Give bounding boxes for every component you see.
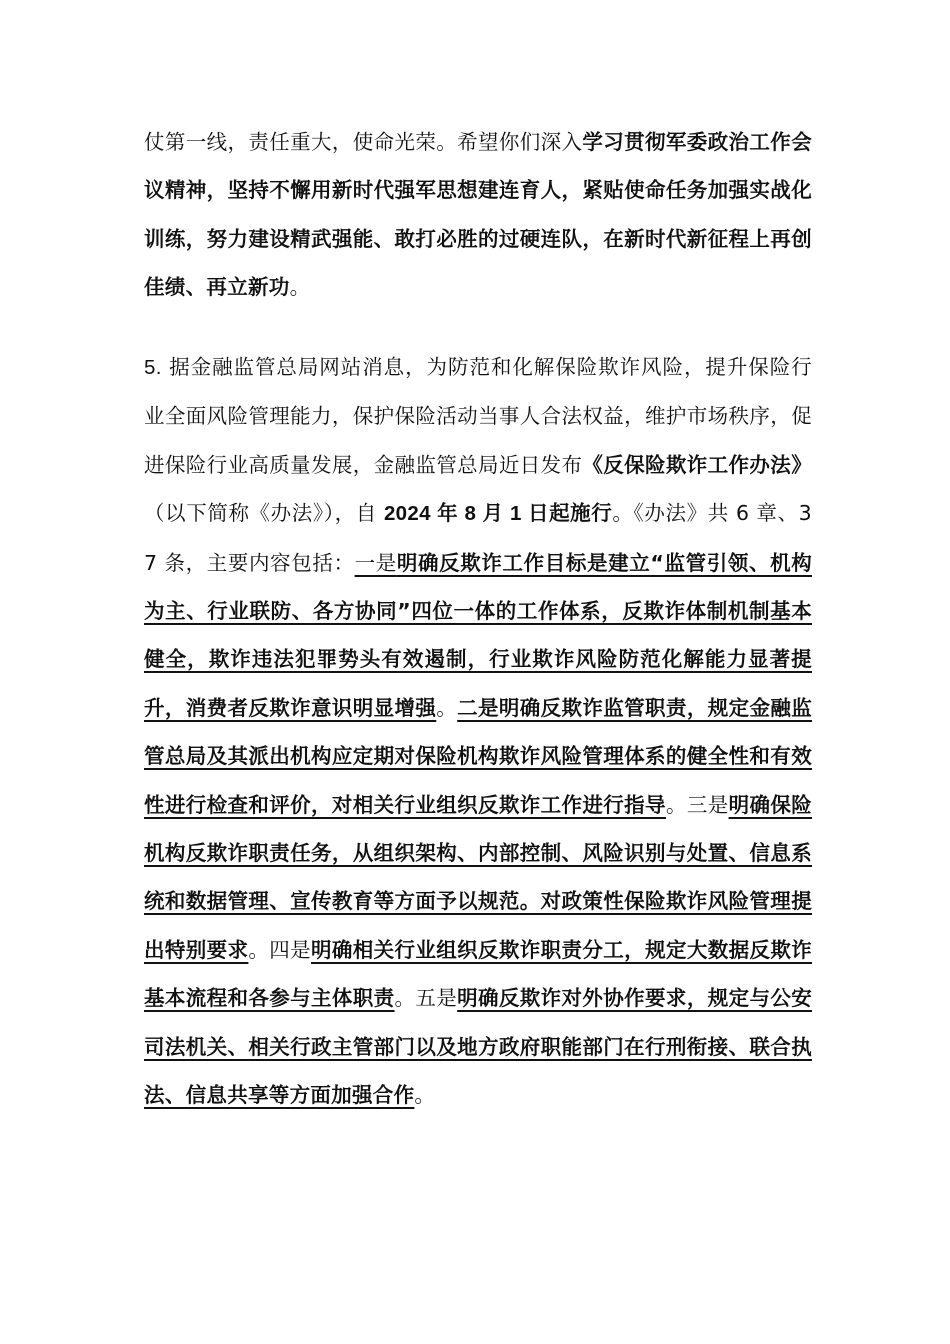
paragraph-continuation — [144, 118, 812, 312]
point-2-text: 二是明确反欺诈监管职责，规定金融监管总局及其派出机构应定期对保险机构欺诈风险管理体系的健全性和有效性进行检查和评价，对相关行业组织反欺诈工作进行指导 — [144, 695, 812, 817]
para2-text-2: （以下简称《办法》），自 — [144, 501, 384, 526]
para2-text-3: 。《办法》共 6 章、37 条，主要内容包括： — [144, 501, 812, 575]
point-4-label: 。四是 — [248, 937, 312, 962]
para2-text-1: 据金融监管总局网站消息，为防范和化解保险欺诈风险，提升保险行业全面风险管理能力，保护保险活动当事人合法权益，维护市场秩序，促进保险行业高质量发展，金融监管总局近日发布 — [144, 355, 812, 477]
point-1-label: 一是 — [354, 550, 397, 575]
point-1-text: 明确反欺诈工作目标是建立“监管引领、机构为主、行业联防、各方协同”四位一体的工作体系，反欺诈体制机制基本健全，欺诈违法犯罪势头有效遏制，行业欺诈风险防范化解能力显著提升，消费者反欺诈意识明显增强 — [144, 550, 812, 720]
regulation-title: 《反保险欺诈工作办法》 — [582, 452, 812, 477]
point-4-text: 明确相关行业组织反欺诈职责分工，规定大数据反欺诈基本流程和各参与主体职责 — [144, 937, 813, 1011]
point-5-label: 。五是 — [394, 986, 458, 1011]
point-5-text: 明确反欺诈对外协作要求，规定与公安司法机关、相关行政主管部门以及地方政府职能部门在行刑衔接、联合执法、信息共享等方面加强合作 — [144, 986, 812, 1108]
para1-bold-text: 学习贯彻军委政治工作会议精神，坚持不懈用新时代强军思想建连育人，紧贴使命任务加强实战化训练，努力建设精武强能、敢打必胜的过硬连队，在新时代新征程上再创佳绩、再立新功 — [144, 130, 812, 300]
para2-text-4: 。 — [436, 695, 458, 720]
para1-text-end: 。 — [289, 275, 311, 300]
para2-text-end: 。 — [414, 1083, 436, 1108]
paragraph-item-5 — [144, 343, 812, 1120]
item-number: 5. — [144, 356, 162, 379]
point-3-label: 。三是 — [665, 792, 729, 817]
para1-text-1: 仗第一线，责任重大，使命光荣。希望你们深入 — [144, 130, 583, 154]
point-3-text: 明确保险机构反欺诈职责任务，从组织架构、内部控制、风险识别与处置、信息系统和数据管理、宣传教育等方面予以规范。对政策性保险欺诈风险管理提出特别要求 — [144, 792, 813, 962]
effective-date: 2024 年 8 月 1 日起施行 — [383, 502, 613, 526]
